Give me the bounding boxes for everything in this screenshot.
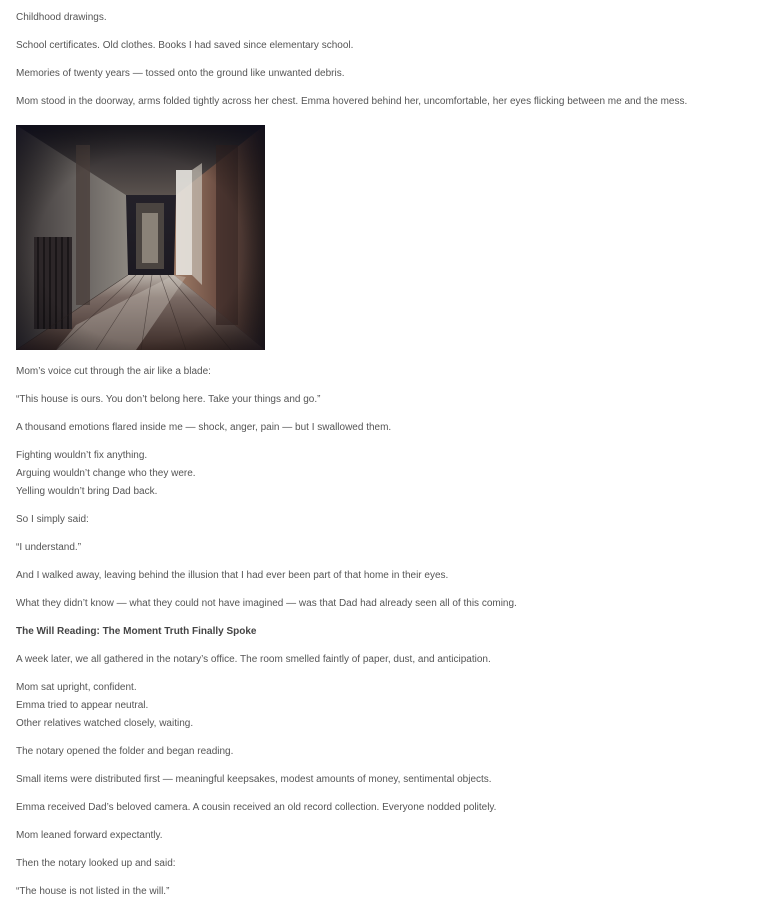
paragraph: So I simply said:: [16, 514, 89, 525]
paragraph-line: Emma tried to appear neutral.: [16, 700, 149, 711]
paragraph: And I walked away, leaving behind the illusion that I had ever been part of that home in their eyes.: [16, 570, 449, 581]
paragraph: Small items were distributed first — meaningful keepsakes, modest amounts of money, sentimental objects.: [16, 774, 492, 785]
paragraph-line: Mom sat upright, confident.: [16, 682, 137, 693]
paragraph-lines: [16, 679, 193, 733]
paragraph: Mom’s voice cut through the air like a blade:: [16, 366, 211, 377]
paragraph-line: Arguing wouldn’t change who they were.: [16, 468, 196, 479]
section-heading: The Will Reading: The Moment Truth Finally Spoke: [16, 626, 257, 637]
paragraph: “This house is ours. You don’t belong here. Take your things and go.”: [16, 394, 321, 405]
paragraph-lines: [16, 447, 196, 501]
paragraph: Mom stood in the doorway, arms folded tightly across her chest. Emma hovered behind her, uncomfortable, her eyes flicking between me and the mess.: [16, 96, 688, 107]
paragraph: What they didn’t know — what they could not have imagined — was that Dad had already seen all of this coming.: [16, 598, 517, 609]
paragraph-line: Yelling wouldn’t bring Dad back.: [16, 486, 158, 497]
paragraph: The notary opened the folder and began reading.: [16, 746, 234, 757]
paragraph: A week later, we all gathered in the notary’s office. The room smelled faintly of paper, dust, and anticipation.: [16, 654, 491, 665]
paragraph-line: Other relatives watched closely, waiting.: [16, 718, 194, 729]
paragraph: “The house is not listed in the will.”: [16, 886, 170, 897]
paragraph: Then the notary looked up and said:: [16, 858, 176, 869]
paragraph-line: Fighting wouldn’t fix anything.: [16, 450, 148, 461]
paragraph: A thousand emotions flared inside me — shock, anger, pain — but I swallowed them.: [16, 422, 392, 433]
paragraph: “I understand.”: [16, 542, 82, 553]
paragraph: Emma received Dad’s beloved camera. A cousin received an old record collection. Everyone nodded politely.: [16, 802, 497, 813]
paragraph: Mom leaned forward expectantly.: [16, 830, 163, 841]
paragraph: Childhood drawings.: [16, 12, 107, 23]
paragraph: Memories of twenty years — tossed onto the ground like unwanted debris.: [16, 68, 345, 79]
paragraph: School certificates. Old clothes. Books I had saved since elementary school.: [16, 40, 354, 51]
hallway-photo: [16, 125, 265, 350]
